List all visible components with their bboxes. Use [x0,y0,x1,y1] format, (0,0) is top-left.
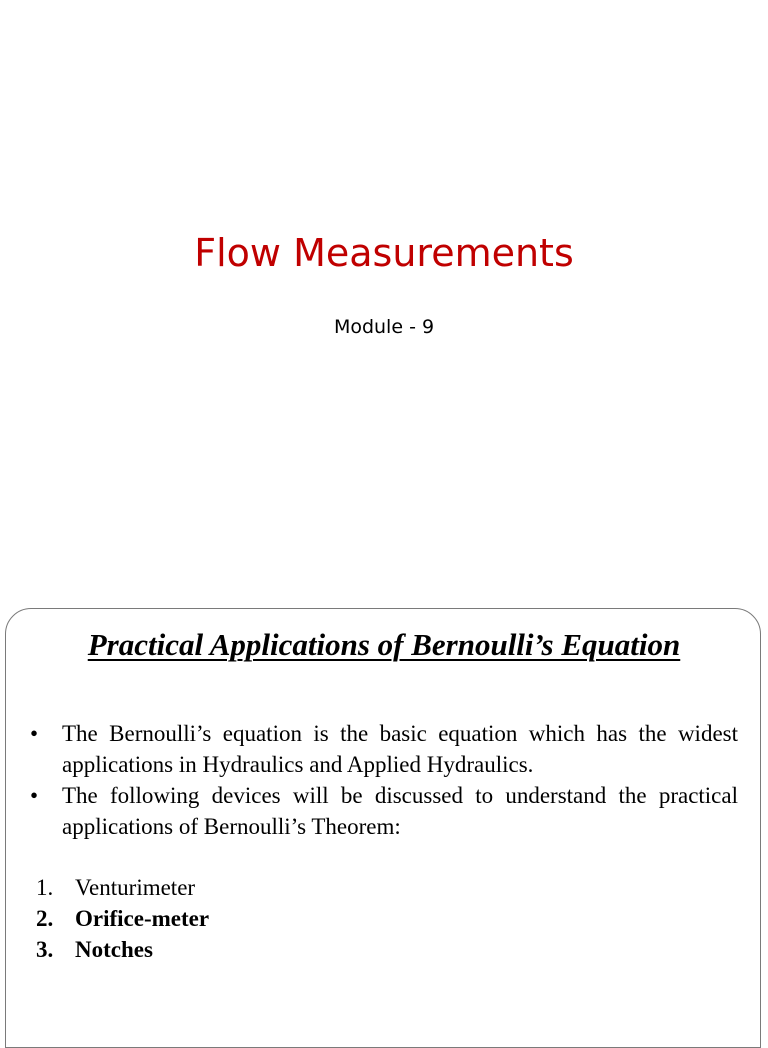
module-subtitle: Module - 9 [333,316,435,338]
bullet-text: The following devices will be discussed to understand the practical applications of Bernoulli’s Theorem: [62,783,738,839]
device-item-venturimeter [36,872,209,903]
content-slide [5,608,761,1048]
device-name: Venturimeter [75,875,196,900]
device-item-orifice-meter [36,903,209,934]
device-name: Orifice-meter [75,906,210,931]
bullet-icon: • [30,783,39,808]
bullet-item [28,718,738,780]
device-list [36,872,209,965]
device-number: 3. [36,937,54,962]
bullet-text: The Bernoulli’s equation is the basic equation which has the widest applications in Hydraulics and Applied Hydraulics. [62,721,738,777]
device-item-notches [36,934,209,965]
device-number: 2. [36,906,54,931]
content-heading: Practical Applications of Bernoulli’s Equation [87,627,681,662]
device-number: 1. [36,875,54,900]
bullet-item [28,780,738,842]
bullet-list [28,718,738,842]
bullet-icon: • [30,721,39,746]
device-name: Notches [75,937,153,962]
slide-title: Flow Measurements [194,231,574,275]
